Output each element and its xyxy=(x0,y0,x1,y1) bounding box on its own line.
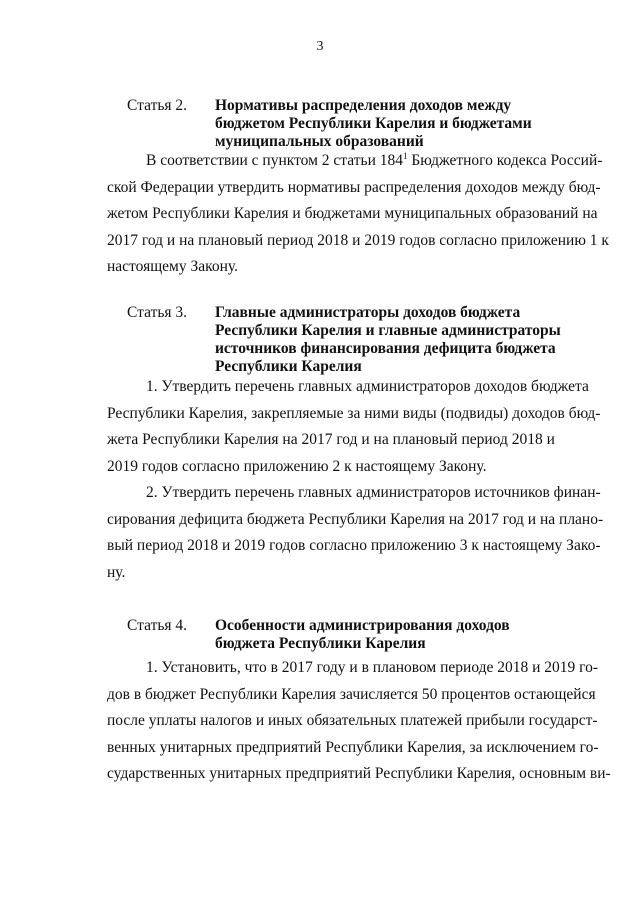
article-3-paragraph-1 xyxy=(107,374,601,480)
article-3-title-line: источников финансирования дефицита бюджета xyxy=(215,340,556,357)
paragraph-line: 2017 год и на плановый период 2018 и 2019 годов согласно приложению 1 к xyxy=(107,231,609,249)
paragraph-line xyxy=(107,148,603,175)
paragraph-line: жетом Республики Карелия и бюджетами муниципальных образований на xyxy=(107,205,598,222)
article-4-title-line: Особенности администрирования доходов xyxy=(215,617,510,634)
article-2-paragraph xyxy=(107,148,609,281)
paragraph-line: дов в бюджет Республики Карелия зачисляется 50 процентов остающейся xyxy=(107,685,596,703)
paragraph-line: ну. xyxy=(107,563,126,581)
paragraph-line: Республики Карелия, закрепляемые за ними виды (подвиды) доходов бюд- xyxy=(107,404,601,422)
article-3-paragraph-2 xyxy=(107,480,604,586)
paragraph-line: 1. Утвердить перечень главных администраторов доходов бюджета xyxy=(146,378,589,395)
paragraph-line: настоящему Закону. xyxy=(107,258,238,275)
paragraph-line: 2. Утвердить перечень главных администраторов источников финан- xyxy=(146,484,601,501)
superscript: 1 xyxy=(403,151,408,161)
article-4-label: Статья 4. xyxy=(127,617,188,634)
page-number: 3 xyxy=(316,39,324,54)
paragraph-line: ской Федерации утвердить нормативы распределения доходов между бюд- xyxy=(107,178,601,196)
article-4-paragraph-1 xyxy=(107,655,611,788)
article-3-title-line: Республики Карелия xyxy=(215,358,362,375)
line-text: В соответствии с пунктом 2 статьи 184 xyxy=(146,152,404,169)
article-2-title-line: муниципальных образований xyxy=(215,133,424,150)
article-4-title xyxy=(215,617,595,653)
article-3-label: Статья 3. xyxy=(127,304,188,321)
article-2-label: Статья 2. xyxy=(127,97,188,114)
article-3-title-line: Главные администраторы доходов бюджета xyxy=(215,304,521,321)
paragraph-line: венных унитарных предприятий Республики Карелия, за исключением го- xyxy=(107,738,599,756)
article-4-title-line: бюджета Республики Карелия xyxy=(215,635,426,652)
article-2-title-line: Нормативы распределения доходов между xyxy=(215,97,512,114)
paragraph-line: вый период 2018 и 2019 годов согласно приложению 3 к настоящему Зако- xyxy=(107,537,601,554)
paragraph-line: жета Республики Карелия на 2017 год и на плановый период 2018 и xyxy=(107,431,555,448)
paragraph-line: сирования дефицита бюджета Республики Карелия на 2017 год и на плано- xyxy=(107,510,604,528)
article-2-title xyxy=(215,97,595,151)
article-3-title-line: Республики Карелия и главные администраторы xyxy=(215,322,561,339)
paragraph-line: сударственных унитарных предприятий Республики Карелия, основным ви- xyxy=(107,765,611,782)
paragraph-line: после уплаты налогов и иных обязательных платежей прибыли государст- xyxy=(107,712,598,729)
paragraph-line: 2019 годов согласно приложению 2 к настоящему Закону. xyxy=(107,457,487,475)
article-3-title xyxy=(215,304,595,376)
line-text: Бюджетного кодекса Россий- xyxy=(407,152,603,169)
paragraph-line: 1. Установить, что в 2017 году и в плановом периоде 2018 и 2019 го- xyxy=(146,659,599,676)
article-2-title-line: бюджетом Республики Карелия и бюджетами xyxy=(215,115,532,132)
